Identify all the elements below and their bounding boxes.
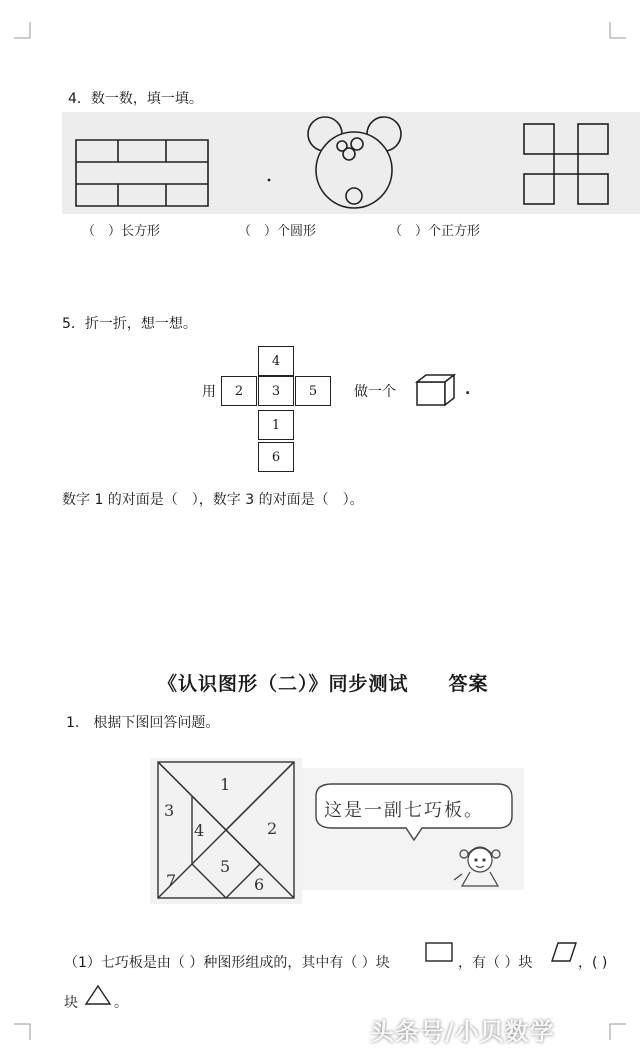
- label-rectangles: （ ）长方形: [82, 224, 161, 239]
- squares-figure: [524, 124, 608, 204]
- make-word: 做一个: [354, 384, 396, 400]
- tangram-figure: [150, 758, 302, 904]
- question-4-title: 4．数一数，填一填。: [68, 91, 203, 107]
- rectangles-figure: [76, 140, 208, 206]
- crop-mark-bottom-left: [14, 1022, 32, 1040]
- question-4-figures-drawing: [62, 112, 640, 214]
- tangram-number-4: 4: [194, 821, 205, 840]
- use-word: 用: [202, 384, 216, 400]
- answer-line-1-part-c: ，( ): [578, 955, 608, 971]
- question-5-title: 5．折一折，想一想。: [62, 316, 197, 332]
- parallelogram-shape-icon: [550, 940, 578, 964]
- answers-title: 《认识图形（二）》同步测试 答案: [158, 673, 489, 695]
- triangle-shape-icon: [84, 983, 112, 1007]
- net-cell-top: 4: [258, 346, 294, 376]
- net-cell-center: 3: [258, 376, 294, 406]
- crop-mark-bottom-right: [608, 1022, 626, 1040]
- question-5-question: 数字 1 的对面是（ ），数字 3 的对面是（ ）。: [62, 492, 364, 508]
- tangram-number-6: 6: [254, 875, 265, 894]
- label-squares: （ ）个正方形: [389, 224, 481, 239]
- tangram-number-1: 1: [220, 775, 231, 794]
- speech-illustration: [302, 768, 524, 890]
- tangram-number-3: 3: [164, 801, 175, 820]
- crop-mark-top-left: [14, 22, 32, 40]
- answer-line-2-part-a: 块: [64, 995, 78, 1011]
- crop-mark-top-right: [608, 22, 626, 40]
- net-cell-below: 1: [258, 410, 294, 440]
- tangram-number-5: 5: [220, 857, 231, 876]
- net-cell-bottom: 6: [258, 442, 294, 472]
- net-cell-right: 5: [295, 376, 331, 406]
- dot-mark: [268, 179, 271, 182]
- answers-q1-title: 1. 根据下图回答问题。: [66, 715, 220, 731]
- rectangle-shape-icon: [424, 940, 454, 964]
- speech-text: 这是一副七巧板。: [324, 800, 484, 821]
- answer-line-2-part-b: 。: [114, 995, 128, 1011]
- answer-line-1-part-b: ，有（ ）块: [458, 955, 533, 971]
- period-mark: .: [465, 382, 471, 398]
- tangram-number-2: 2: [267, 819, 278, 838]
- question-4-figures: [62, 112, 640, 214]
- answer-line-1-part-a: （1）七巧板是由（ ）种图形组成的，其中有（ ）块: [64, 955, 390, 971]
- speech-bubble-drawing: [302, 768, 524, 890]
- tangram-number-7: 7: [166, 871, 177, 890]
- circles-figure: [308, 117, 401, 208]
- label-circles: （ ）个圆形: [238, 224, 317, 239]
- net-cell-left: 2: [221, 376, 257, 406]
- watermark-text: 头条号/小贝数学: [370, 1018, 555, 1046]
- cube-icon: [414, 372, 458, 408]
